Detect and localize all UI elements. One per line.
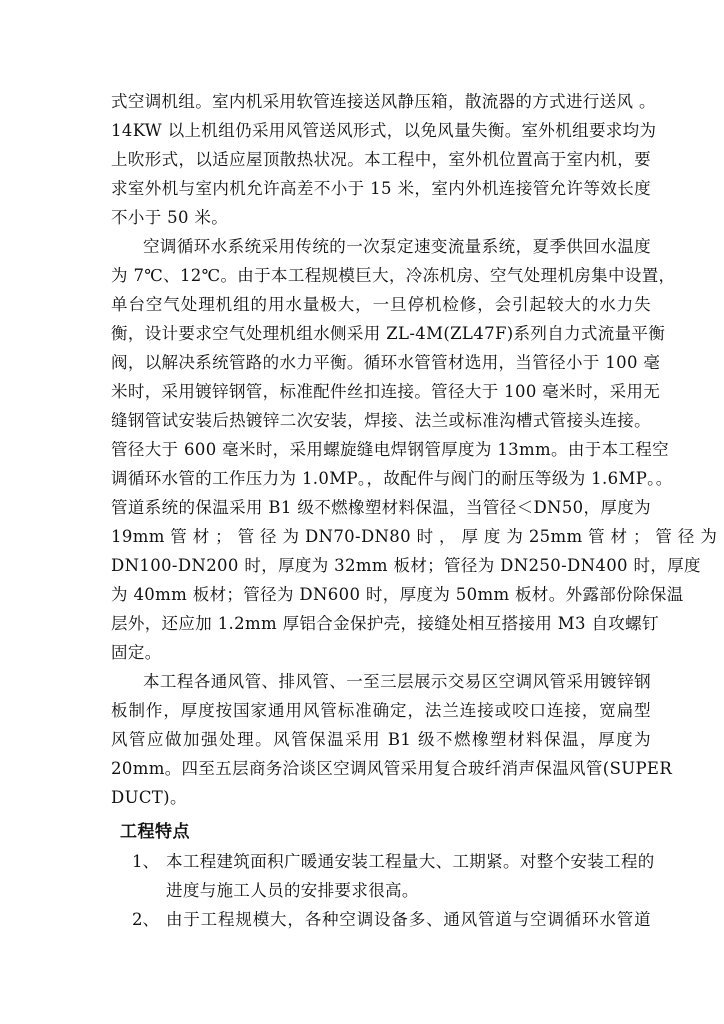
paragraph2-line: 管径大于 600 毫米时，采用螺旋缝电焊钢管厚度为 13mm。由于本工程空 bbox=[111, 440, 669, 459]
section-heading: 工程特点 bbox=[120, 822, 190, 842]
paragraph1-line: 不小于 50 米。 bbox=[111, 208, 229, 227]
list-item-number: 1、 bbox=[132, 852, 159, 871]
paragraph3-line: DUCT)。 bbox=[111, 788, 187, 807]
paragraph2-line: 空调循环水系统采用传统的一次泵定速变流量系统，夏季供回水温度 bbox=[143, 237, 651, 256]
paragraph2-line: 19mm 管 材 ； 管 径 为 DN70-DN80 时 ， 厚 度 为 25mm 管 材 ； 管 径 为 bbox=[111, 527, 718, 546]
list-item-line: 本工程建筑面积广暖通安装工程量大、工期紧。对整个安装工程的 bbox=[166, 852, 655, 871]
paragraph1-line: 式空调机组。室内机采用软管连接送风静压箱，散流器的方式进行送风 。 bbox=[111, 92, 656, 111]
list-item-number: 2、 bbox=[132, 910, 159, 929]
paragraph3-line: 风管应做加强处理。风管保温采用 B1 级不燃橡塑材料保温，厚度为 bbox=[111, 730, 651, 749]
paragraph2-line: 米时，采用镀锌钢管，标准配件丝扣连接。管径大于 100 毫米时，采用无 bbox=[111, 382, 661, 401]
paragraph2-line: 单台空气处理机组的用水量极大，一旦停机检修，会引起较大的水力失 bbox=[111, 295, 651, 314]
paragraph1-line: 14KW 以上机组仍采用风管送风形式，以免风量失衡。室外机组要求均为 bbox=[111, 121, 657, 140]
list-item-line: 由于工程规模大，各种空调设备多、通风管道与空调循环水管道 bbox=[166, 910, 651, 929]
paragraph2-line: 为 40mm 板材；管径为 DN600 时，厚度为 50mm 板材。外露部份除保温 bbox=[111, 585, 684, 604]
paragraph2-line: 为 7℃、12℃。由于本工程规模巨大，冷冻机房、空气处理机房集中设置， bbox=[111, 266, 676, 285]
paragraph2-line: 缝钢管试安装后热镀锌二次安装，焊接、法兰或标准沟槽式管接头连接。 bbox=[111, 411, 651, 430]
paragraph2-line: 管道系统的保温采用 B1 级不燃橡塑材料保温，当管径＜DN50，厚度为 bbox=[111, 498, 651, 517]
paragraph3-line: 20mm。四至五层商务洽谈区空调风管采用复合玻纤消声保温风管(SUPER bbox=[111, 759, 673, 778]
paragraph2-line: 衡，设计要求空气处理机组水侧采用 ZL-4M(ZL47F)系列自力式流量平衡 bbox=[111, 324, 666, 343]
paragraph3-line: 本工程各通风管、排风管、一至三层展示交易区空调风管采用镀锌钢 bbox=[143, 672, 651, 691]
paragraph2-line: DN100-DN200 时，厚度为 32mm 板材；管径为 DN250-DN400 时，厚度 bbox=[111, 556, 701, 575]
paragraph1-line: 上吹形式，以适应屋顶散热状况。本工程中，室外机位置高于室内机，要 bbox=[111, 150, 651, 169]
paragraph2-line: 调循环水管的工作压力为 1.0MP。，故配件与阀门的耐压等级为 1.6MP。。 bbox=[111, 469, 673, 488]
paragraph1-line: 求室外机与室内机允许高差不小于 15 米，室内外机连接管允许等效长度 bbox=[111, 179, 651, 198]
list-item-line: 进度与施工人员的安排要求很高。 bbox=[166, 881, 419, 900]
paragraph2-line: 层外，还应加 1.2mm 厚铝合金保护壳，接缝处相互搭接用 M3 自攻螺钉 bbox=[111, 614, 659, 633]
paragraph2-line: 固定。 bbox=[111, 643, 162, 662]
paragraph2-line: 阀，以解决系统管路的水力平衡。循环水管管材选用，当管径小于 100 毫 bbox=[111, 353, 661, 372]
paragraph3-line: 板制作，厚度按国家通用风管标准确定，法兰连接或咬口连接，宽扁型 bbox=[111, 701, 651, 720]
